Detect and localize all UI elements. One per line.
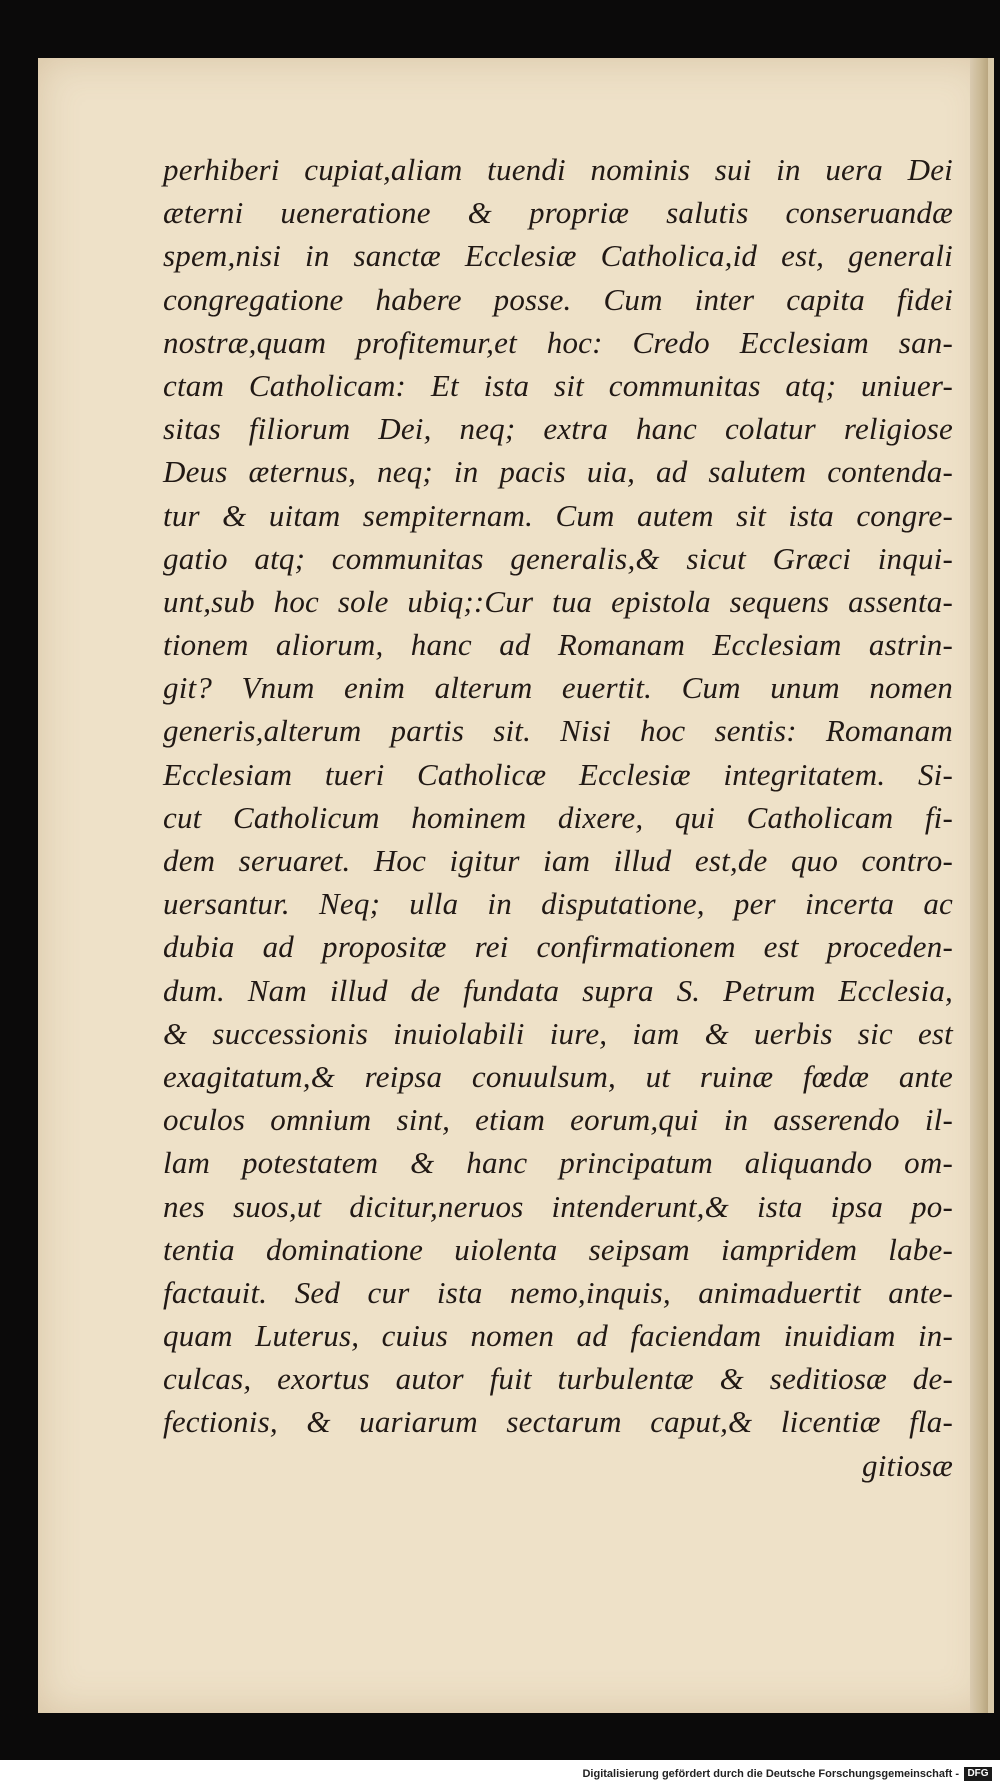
footer-bar <box>0 1760 1000 1791</box>
page-text-block <box>163 148 953 1487</box>
text-line: quam Luterus, cuius nomen ad faciendam inuidiam in- <box>163 1318 953 1354</box>
text-line: Ecclesiam tueri Catholicæ Ecclesiæ integritatem. Si- <box>163 756 953 792</box>
text-line: nostræ,quam profitemur,et hoc: Credo Ecclesiam san- <box>163 324 953 360</box>
text-line: lam potestatem & hanc principatum aliquando om- <box>163 1145 953 1181</box>
catchword: gitiosæ <box>862 1447 953 1483</box>
text-line: fectionis, & uariarum sectarum caput,& licentiæ fla- <box>163 1404 953 1440</box>
text-line: tionem aliorum, hanc ad Romanam Ecclesiam astrin- <box>163 627 953 663</box>
text-line: dem seruaret. Hoc igitur iam illud est,de quo contro- <box>163 843 953 878</box>
text-line: generis,alterum partis sit. Nisi hoc sentis: Romanam <box>163 713 953 749</box>
text-line: perhiberi cupiat,aliam tuendi nominis sui in uera Dei <box>163 152 953 187</box>
text-line: exagitatum,& reipsa conuulsum, ut ruinæ fœdæ ante <box>163 1058 953 1094</box>
text-line: dubia ad propositæ rei confirmationem est proceden- <box>163 929 953 965</box>
footer-credit-text: Digitalisierung gefördert durch die Deutsche Forschungsgemeinschaft - <box>582 1768 959 1780</box>
text-line: Deus æternus, neq; in pacis uia, ad salutem contenda- <box>163 454 953 490</box>
text-line: nes suos,ut dicitur,neruos intenderunt,& ista ipsa po- <box>163 1188 953 1224</box>
text-line: tentia dominatione uiolenta seipsam iampridem labe- <box>163 1231 953 1267</box>
text-line: ctam Catholicam: Et ista sit communitas atq; uniuer- <box>163 367 953 403</box>
text-line: congregatione habere posse. Cum inter capita fidei <box>163 281 953 317</box>
text-line: git? Vnum enim alterum euertit. Cum unum nomen <box>163 670 953 706</box>
text-line: cut Catholicum hominem dixere, qui Catholicam fi- <box>163 799 953 835</box>
text-line: oculos omnium sint, etiam eorum,qui in asserendo il- <box>163 1102 953 1138</box>
text-line: tur & uitam sempiternam. Cum autem sit ista congre- <box>163 497 953 533</box>
text-line: sitas filiorum Dei, neq; extra hanc colatur religiose <box>163 411 953 447</box>
text-line: gatio atq; communitas generalis,& sicut Græci inqui- <box>163 540 953 576</box>
text-line: dum. Nam illud de fundata supra S. Petrum Ecclesia, <box>163 972 953 1008</box>
text-line: unt,sub hoc sole ubiq;:Cur tua epistola sequens assenta- <box>163 583 953 619</box>
dfg-logo: DFG <box>964 1767 992 1781</box>
text-line: spem,nisi in sanctæ Ecclesiæ Catholica,id est, generali <box>163 238 953 274</box>
text-line: factauit. Sed cur ista nemo,inquis, animaduertit ante- <box>163 1274 953 1310</box>
text-line: æterni ueneratione & propriæ salutis conseruandæ <box>163 195 953 231</box>
text-line: uersantur. Neq; ulla in disputatione, per incerta ac <box>163 886 953 922</box>
text-line: culcas, exortus autor fuit turbulentæ & seditiosæ de- <box>163 1361 953 1397</box>
text-line: & successionis inuiolabili iure, iam & uerbis sic est <box>163 1015 953 1051</box>
page-edge <box>970 58 988 1713</box>
